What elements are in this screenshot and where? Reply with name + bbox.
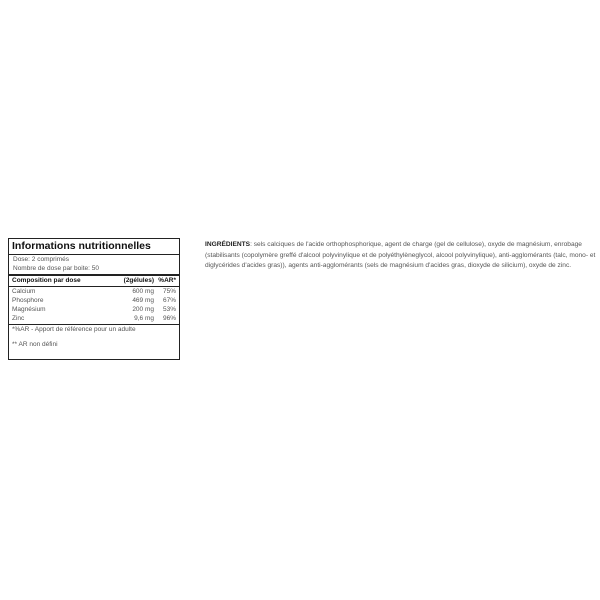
nutrition-facts-panel <box>8 238 180 360</box>
footnote-ar: *%AR - Apport de référence pour un adulte <box>12 326 136 333</box>
nutrient-amount: 9,6 mg <box>134 315 154 322</box>
nutrient-ar: 67% <box>162 297 176 304</box>
nutrient-name: Phosphore <box>12 297 44 304</box>
table-header-row <box>12 276 176 285</box>
column-header-composition: Composition par dose <box>12 277 81 284</box>
table-row <box>12 296 176 305</box>
nutrient-ar: 75% <box>162 288 176 295</box>
column-header-amount: (2gélules) <box>123 277 154 284</box>
nutrient-ar: 53% <box>162 306 176 313</box>
nutrient-name: Calcium <box>12 288 36 295</box>
ingredients-paragraph <box>205 240 597 272</box>
nutrient-amount: 200 mg <box>132 306 154 313</box>
footnote-undefined: ** AR non défini <box>12 341 58 348</box>
table-row <box>12 314 176 323</box>
nutrient-amount: 600 mg <box>132 288 154 295</box>
doses-per-box-text: Nombre de dose par boite: 50 <box>13 265 99 272</box>
nutrition-title: Informations nutritionnelles <box>12 240 151 252</box>
ingredients-label: INGRÉDIENTS <box>205 241 251 248</box>
nutrient-ar: 96% <box>162 315 176 322</box>
nutrient-name: Zinc <box>12 315 25 322</box>
nutrient-name: Magnésium <box>12 306 46 313</box>
ingredients-text: : sels calciques de l'acide orthophosphorique, agent de charge (gel de cellulose), oxyde de magnésium, enrobage (stabilisants (copolymère greffé d'alcool polyvinylique et de polyéthylèneglycol, alcool polyvinylique), anti-agglomérants (talc, mono- et diglycérides d'acides gras)), agents anti-agglomérants (sels de magnésium d'acides gras, dioxyde de silicium), oxyde de zinc. <box>205 241 596 269</box>
table-row <box>12 305 176 314</box>
nutrient-amount: 469 mg <box>132 297 154 304</box>
table-row <box>12 287 176 296</box>
column-header-ar: %AR* <box>158 277 176 284</box>
dose-text: Dose: 2 comprimés <box>13 256 69 263</box>
